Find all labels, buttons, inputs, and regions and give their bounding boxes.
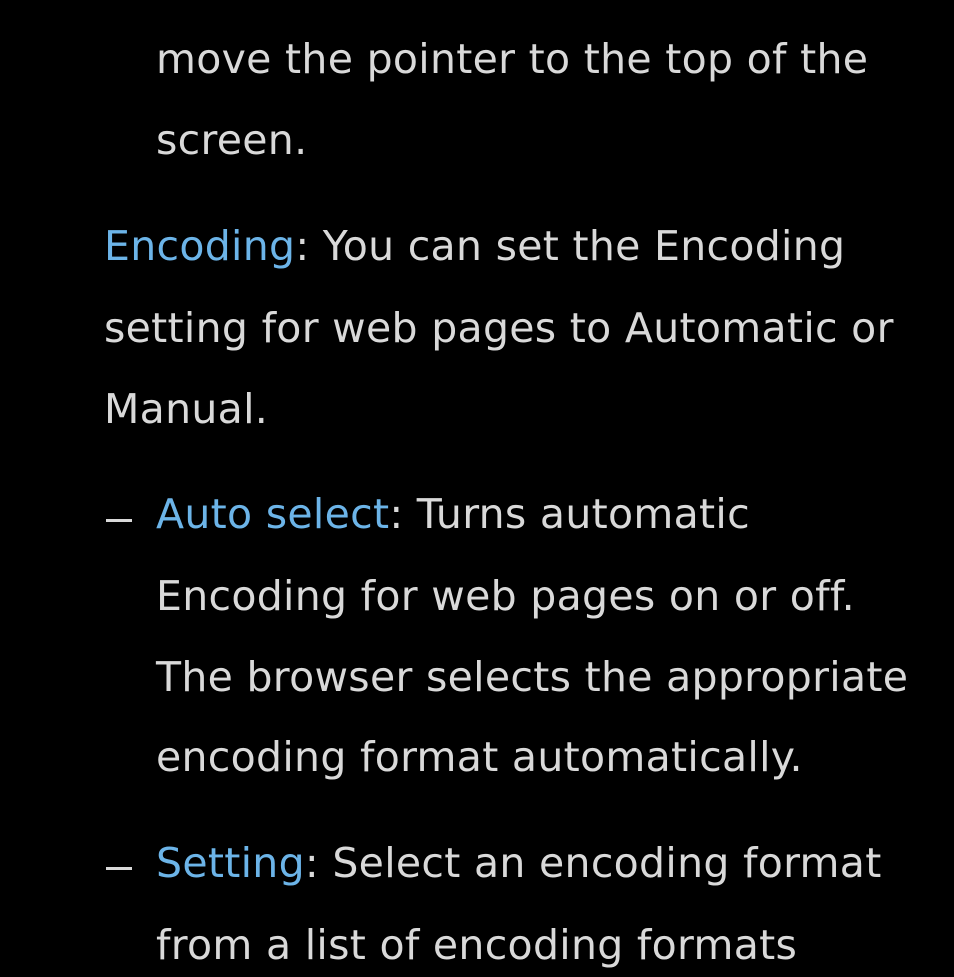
setting-description-start: : Select an encoding format — [304, 839, 882, 887]
setting-term: Setting — [156, 839, 305, 887]
intro-line-1: move the pointer to the top of the — [156, 35, 869, 83]
auto-select-line-1 — [156, 490, 750, 538]
bullet-dash-setting — [106, 867, 132, 870]
auto-select-description-start: : Turns automatic — [389, 490, 750, 538]
auto-select-line-4: encoding format automatically. — [156, 733, 803, 781]
encoding-line-1 — [104, 222, 846, 270]
encoding-line-2: setting for web pages to Automatic or — [104, 304, 894, 352]
intro-line-2: screen. — [156, 116, 308, 164]
bullet-dash-auto-select — [106, 519, 132, 522]
setting-line-1 — [156, 839, 882, 887]
auto-select-line-2: Encoding for web pages on or off. — [156, 572, 855, 620]
encoding-line-3: Manual. — [104, 385, 269, 433]
setting-line-2: from a list of encoding formats — [156, 921, 798, 969]
auto-select-term: Auto select — [156, 490, 390, 538]
encoding-term: Encoding — [104, 222, 296, 270]
encoding-description-start: : You can set the Encoding — [295, 222, 846, 270]
auto-select-line-3: The browser selects the appropriate — [156, 653, 909, 701]
